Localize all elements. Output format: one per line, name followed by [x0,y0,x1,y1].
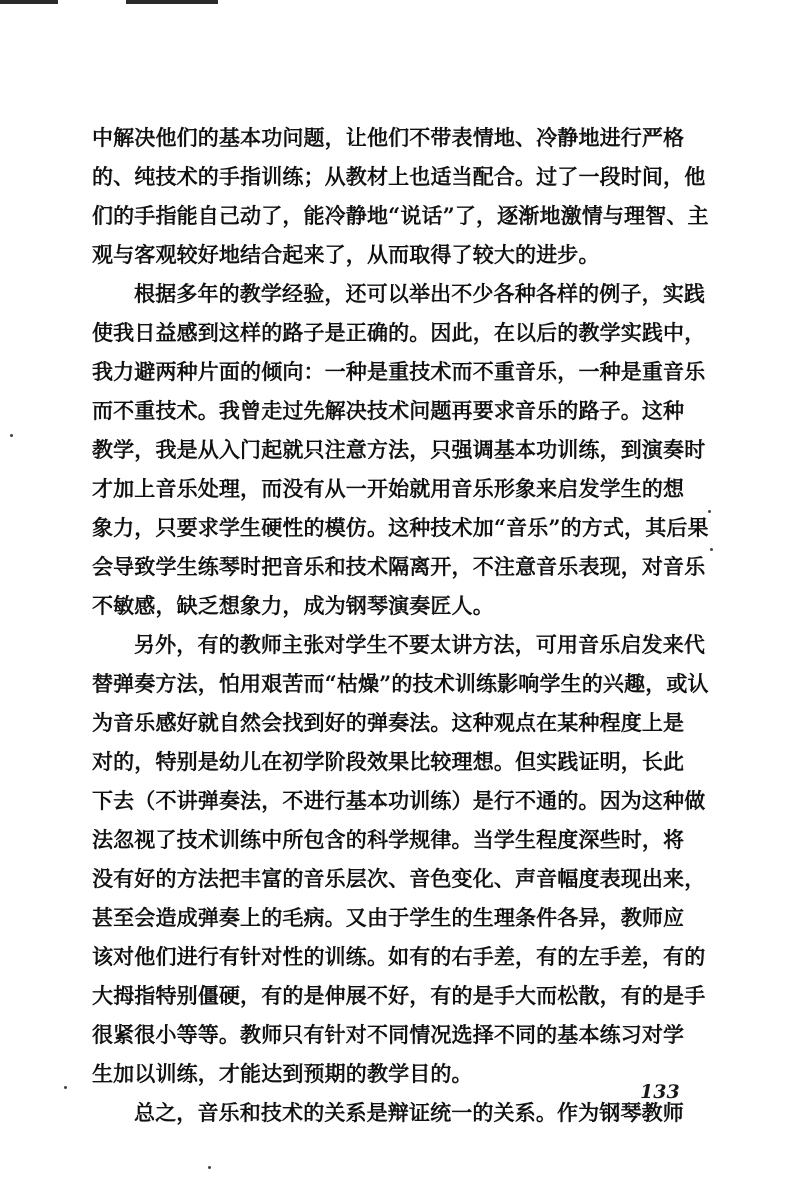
text-line: 很紧很小等等。教师只有针对不同情况选择不同的基本练习对学 [92,1022,685,1047]
scan-speck [710,548,713,551]
text-line: 甚至会造成弹奏上的毛病。又由于学生的生理条件各异，教师应 [92,905,685,930]
body-text [92,118,720,1132]
paragraph-start-line: 根据多年的教学经验，还可以举出不少各种各样的例子，实践 [134,281,706,306]
text-line: 的、纯技术的手指训练；从教材上也适当配合。过了一段时间，他 [92,164,706,189]
text-line: 该对他们进行有针对性的训练。如有的右手差，有的左手差，有的 [92,944,706,969]
paragraph-start-line: 另外，有的教师主张对学生不要太讲方法，可用音乐启发来代 [134,632,706,657]
text-line: 才加上音乐处理，而没有从一开始就用音乐形象来启发学生的想 [92,476,685,501]
scan-speck [64,1086,67,1089]
top-edge-mark-left [0,0,58,4]
scan-speck [208,1166,211,1169]
text-line: 下去（不讲弹奏法，不进行基本功训练）是行不通的。因为这种做 [92,788,706,813]
text-line: 象力，只要求学生硬性的模仿。这种技术加“音乐”的方式，其后果 [92,515,709,540]
paragraph-start-line: 总之，音乐和技术的关系是辩证统一的关系。作为钢琴教师 [134,1100,684,1125]
top-edge-mark-middle [126,0,218,4]
text-line: 对的，特别是幼儿在初学阶段效果比较理想。但实践证明，长此 [92,749,685,774]
text-line: 不敏感，缺乏想象力，成为钢琴演奏匠人。 [92,593,494,618]
text-line: 生加以训练，才能达到预期的教学目的。 [92,1061,473,1086]
scan-speck [708,510,711,513]
text-line: 教学，我是从入门起就只注意方法，只强调基本功训练，到演奏时 [92,437,706,462]
text-line: 们的手指能自己动了，能冷静地“说话”了，逐渐地激情与理智、主 [92,203,709,228]
page-number: 133 [640,1081,680,1103]
text-line: 中解决他们的基本功问题，让他们不带表情地、冷静地进行严格 [92,125,685,150]
text-line: 而不重技术。我曾走过先解决技术问题再要求音乐的路子。这种 [92,398,685,423]
text-line: 会导致学生练琴时把音乐和技术隔离开，不注意音乐表现，对音乐 [92,554,706,579]
text-line: 观与客观较好地结合起来了，从而取得了较大的进步。 [92,242,600,267]
text-line: 法忽视了技术训练中所包含的科学规律。当学生程度深些时，将 [92,827,685,852]
text-line: 大拇指特别僵硬，有的是伸展不好，有的是手大而松散，有的是手 [92,983,706,1008]
text-line: 替弹奏方法，怕用艰苦而“枯燥”的技术训练影响学生的兴趣，或认 [92,671,709,696]
text-line: 为音乐感好就自然会找到好的弹奏法。这种观点在某种程度上是 [92,710,685,735]
text-line: 我力避两种片面的倾向：一种是重技术而不重音乐，一种是重音乐 [92,359,706,384]
text-line: 没有好的方法把丰富的音乐层次、音色变化、声音幅度表现出来， [92,866,706,891]
text-line: 使我日益感到这样的路子是正确的。因此，在以后的教学实践中， [92,320,706,345]
scan-speck [10,434,13,437]
